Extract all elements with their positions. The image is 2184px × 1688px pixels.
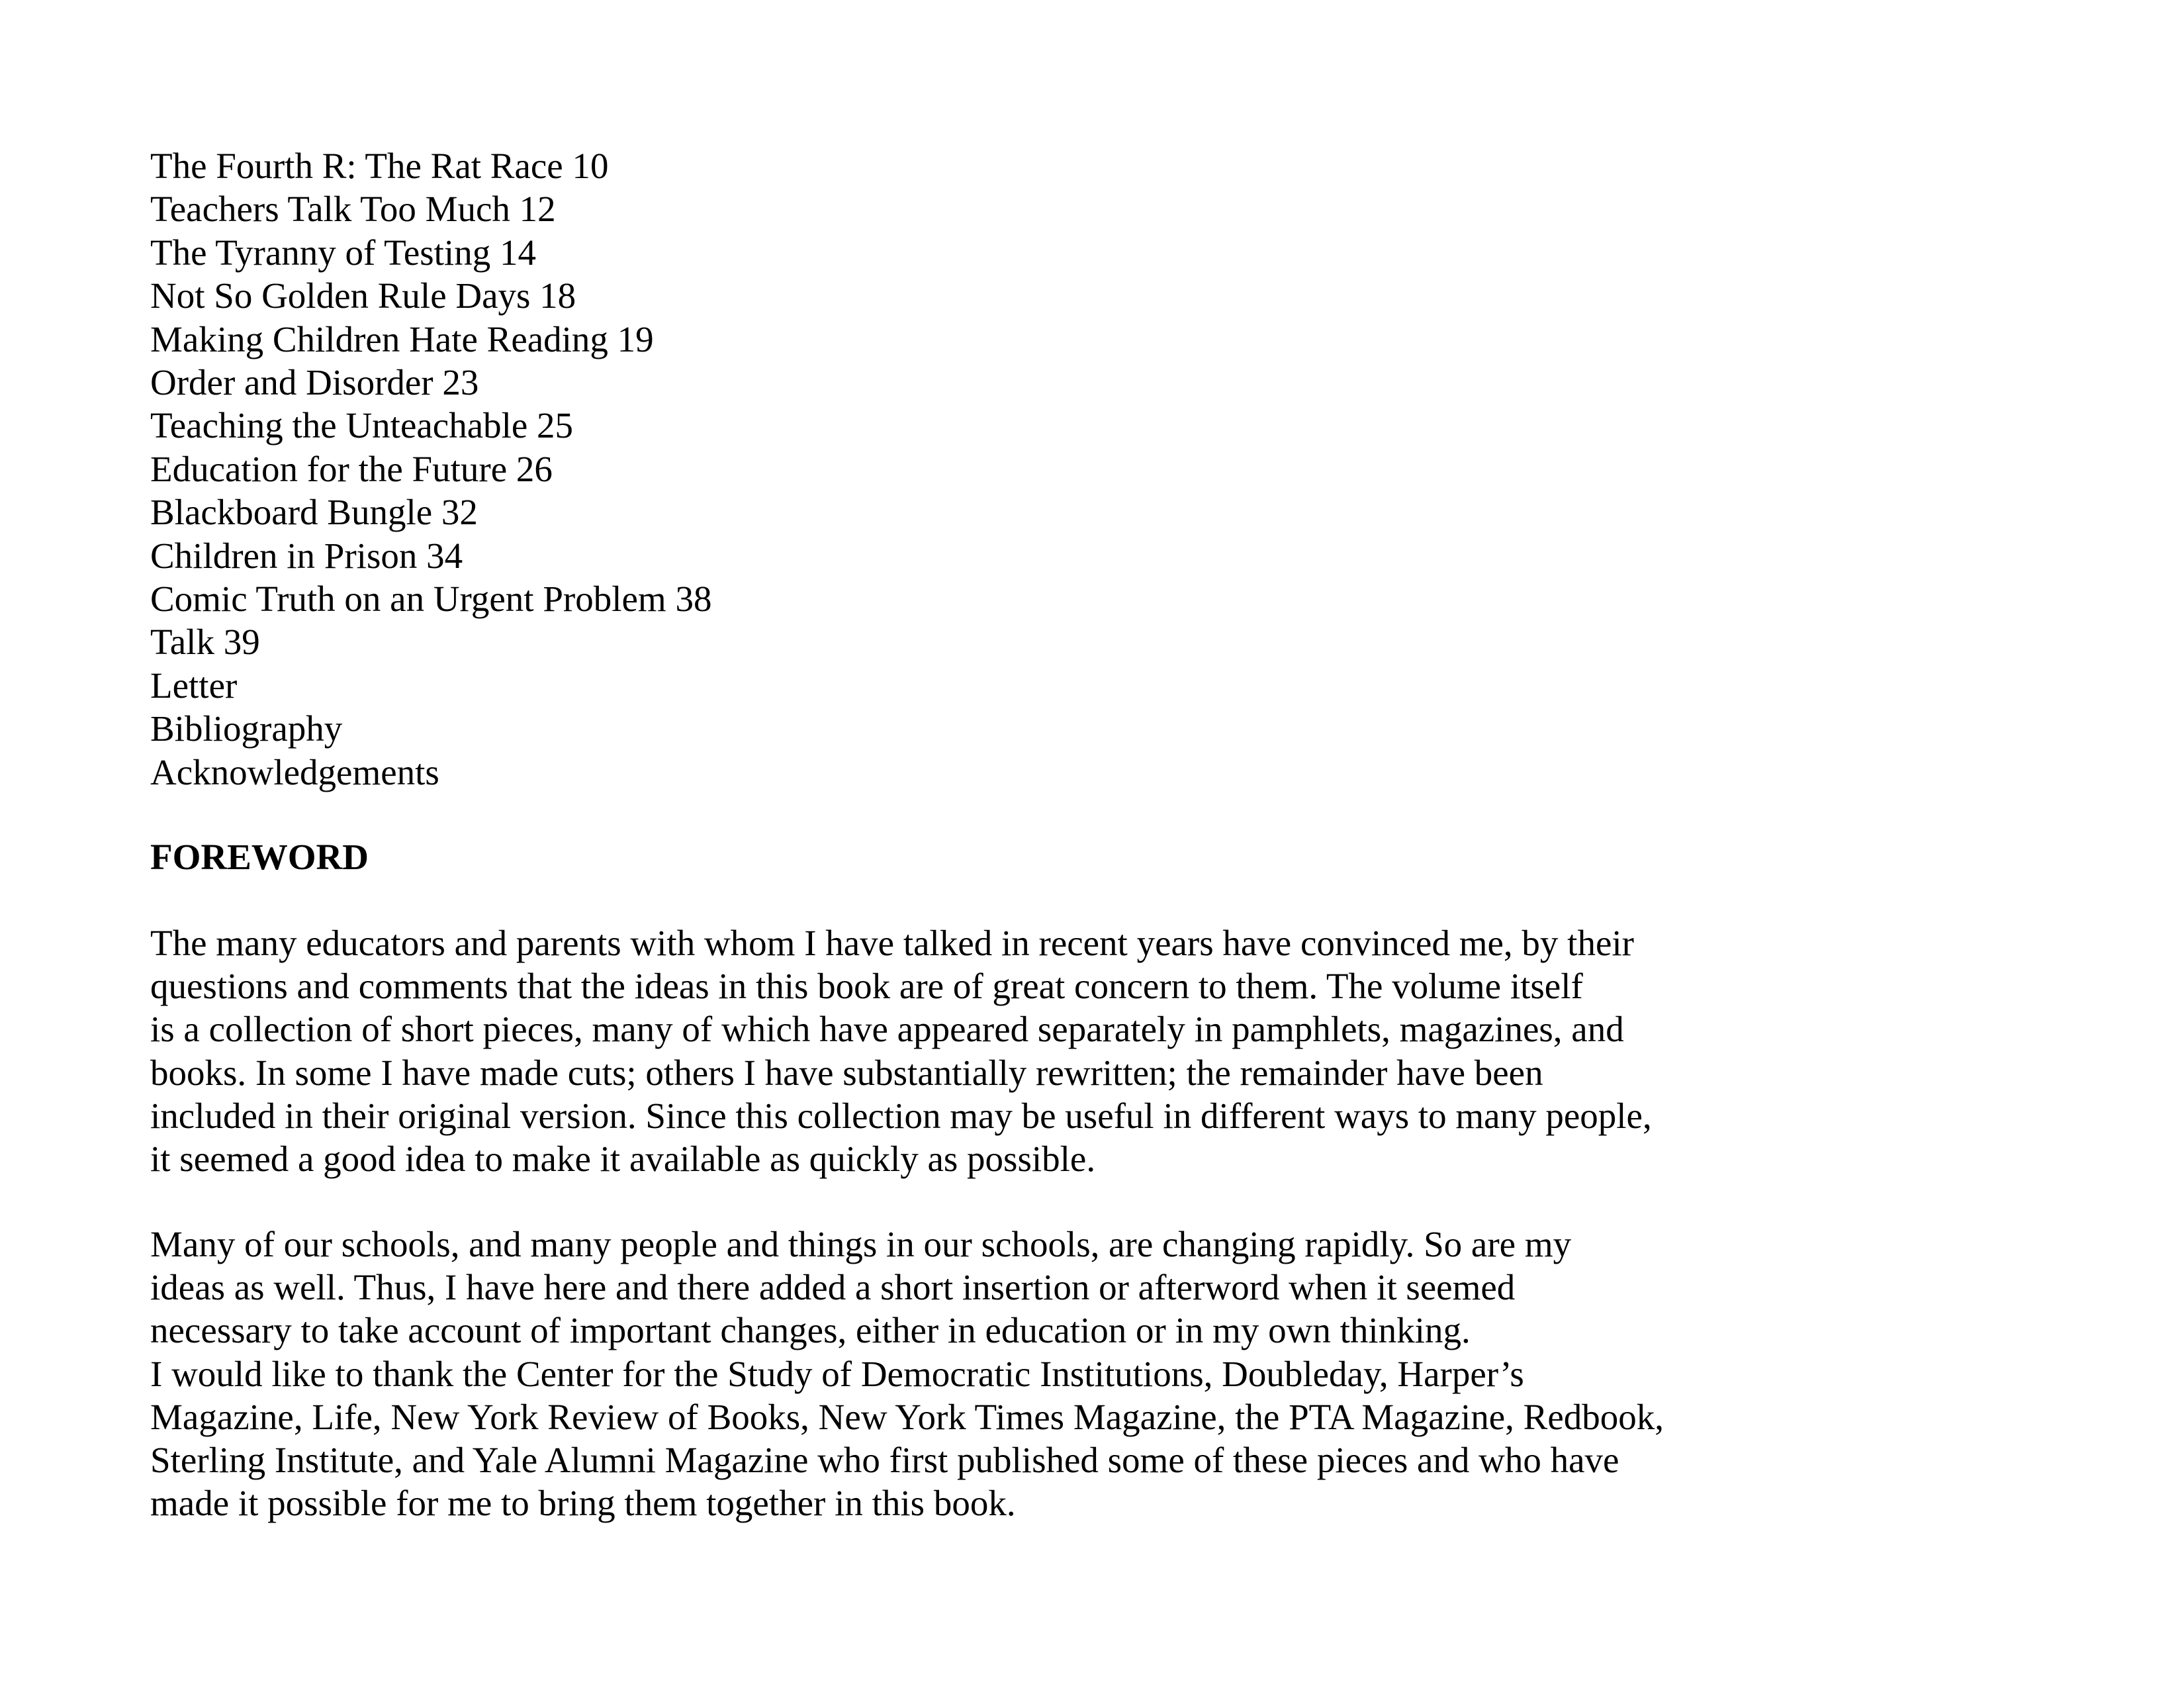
text-line: Sterling Institute, and Yale Alumni Magazine who first published some of these pieces and who have bbox=[150, 1440, 1619, 1481]
toc-entry: Order and Disorder 23 bbox=[150, 362, 479, 403]
text-line: I would like to thank the Center for the Study of Democratic Institutions, Doubleday, Harper’s bbox=[150, 1353, 1524, 1394]
toc-entry: Teaching the Unteachable 25 bbox=[150, 405, 574, 446]
text-line: ideas as well. Thus, I have here and there added a short insertion or afterword when it seemed bbox=[150, 1267, 1516, 1308]
text-line: included in their original version. Since this collection may be useful in different ways to many people, bbox=[150, 1095, 1652, 1136]
text-line: it seemed a good idea to make it available as quickly as possible. bbox=[150, 1139, 1096, 1180]
text-line: is a collection of short pieces, many of which have appeared separately in pamphlets, magazines, and bbox=[150, 1009, 1624, 1050]
text-line: Magazine, Life, New York Review of Books, New York Times Magazine, the PTA Magazine, Redbook, bbox=[150, 1396, 1664, 1437]
table-of-contents bbox=[150, 144, 711, 794]
text-line: necessary to take account of important changes, either in education or in my own thinking. bbox=[150, 1310, 1471, 1351]
foreword-paragraph-2 bbox=[150, 1223, 1664, 1524]
toc-entry: Talk 39 bbox=[150, 622, 260, 663]
toc-entry: Comic Truth on an Urgent Problem 38 bbox=[150, 579, 712, 620]
toc-entry: Blackboard Bungle 32 bbox=[150, 492, 478, 533]
text-line: Many of our schools, and many people and things in our schools, are changing rapidly. So are my bbox=[150, 1224, 1572, 1264]
toc-entry: Children in Prison 34 bbox=[150, 535, 463, 576]
toc-entry: Education for the Future 26 bbox=[150, 448, 553, 489]
toc-entry: Not So Golden Rule Days 18 bbox=[150, 275, 576, 316]
toc-entry: The Tyranny of Testing 14 bbox=[150, 232, 536, 273]
toc-entry: Making Children Hate Reading 19 bbox=[150, 318, 654, 359]
toc-entry: Acknowledgements bbox=[150, 751, 439, 792]
text-line: books. In some I have made cuts; others I have substantially rewritten; the remainder have been bbox=[150, 1052, 1543, 1093]
text-line: The many educators and parents with whom I have talked in recent years have convinced me, by their bbox=[150, 923, 1634, 963]
text-line: questions and comments that the ideas in this book are of great concern to them. The volume itself bbox=[150, 966, 1583, 1007]
foreword-paragraph-1 bbox=[150, 921, 1652, 1180]
toc-entry: The Fourth R: The Rat Race 10 bbox=[150, 146, 609, 186]
toc-entry: Teachers Talk Too Much 12 bbox=[150, 189, 556, 230]
toc-entry: Bibliography bbox=[150, 708, 343, 749]
text-line: made it possible for me to bring them together in this book. bbox=[150, 1483, 1016, 1524]
foreword-heading: FOREWORD bbox=[150, 837, 369, 877]
toc-entry: Letter bbox=[150, 665, 238, 706]
